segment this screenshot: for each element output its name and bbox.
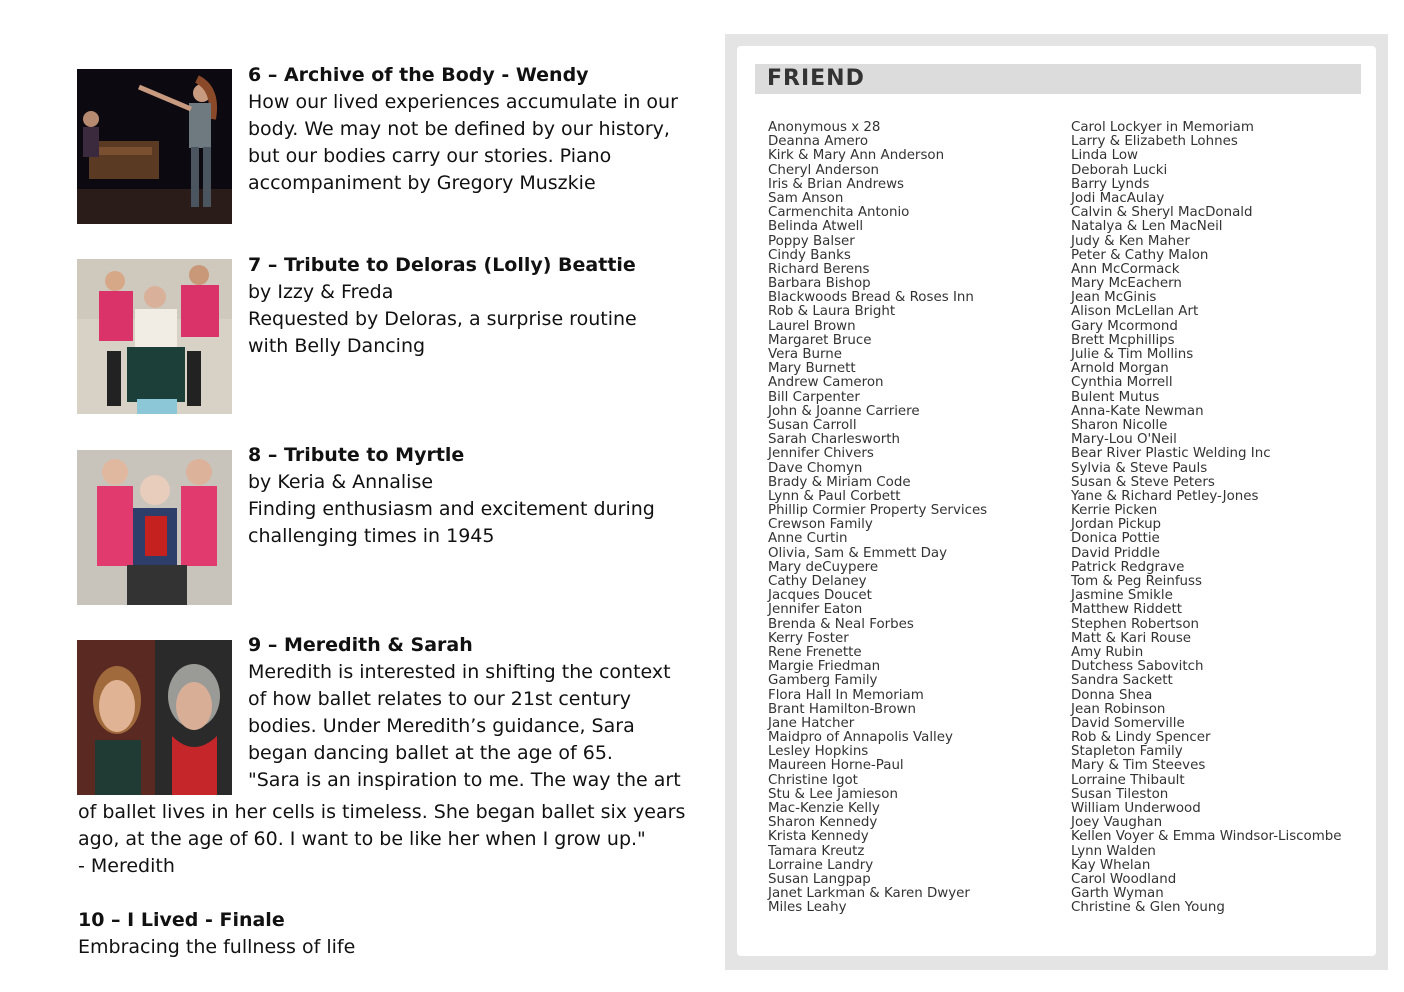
donor-name: Kirk & Mary Ann Anderson <box>768 148 945 164</box>
item-title: 8 – Tribute to Myrtle <box>248 444 465 466</box>
donor-name: Flora Hall In Memoriam <box>768 687 924 703</box>
item-line: Requested by Deloras, a surprise routine <box>248 308 637 330</box>
donor-name: Andrew Cameron <box>768 375 884 391</box>
donor-name: Kerry Foster <box>768 630 849 646</box>
donor-name: Kellen Voyer & Emma Windsor-Liscombe <box>1071 829 1342 845</box>
donor-name: Sharon Nicolle <box>1071 417 1168 433</box>
donor-name: David Somerville <box>1071 715 1185 731</box>
donor-name: Tom & Peg Reinfuss <box>1071 574 1202 589</box>
donor-name: Cathy Delaney <box>768 574 867 589</box>
donor-column-2 <box>1071 121 1342 916</box>
donor-name: Lesley Hopkins <box>768 744 869 760</box>
donor-name: Donna Shea <box>1071 687 1153 703</box>
donor-name: Jacques Doucet <box>768 588 872 604</box>
donor-name: Patrick Redgrave <box>1071 559 1185 575</box>
donor-name: Sandra Sackett <box>1071 673 1173 689</box>
donor-name: Anne Curtin <box>768 531 848 547</box>
dance-photo-deloras <box>77 259 232 414</box>
donor-name: Brenda & Neal Forbes <box>768 616 914 632</box>
donor-name: Jasmine Smikle <box>1071 588 1173 604</box>
donor-name: Miles Leahy <box>768 900 847 916</box>
program-item-9 <box>248 632 681 794</box>
donor-name: Krista Kennedy <box>768 829 869 845</box>
donor-name: Olivia, Sam & Emmett Day <box>768 545 948 561</box>
item-line: of how ballet relates to our 21st century <box>248 688 632 710</box>
donor-name: Crewson Family <box>768 517 873 533</box>
item-line: began dancing ballet at the age of 65. <box>248 742 613 764</box>
donor-name: Calvin & Sheryl MacDonald <box>1071 205 1253 221</box>
donor-name: Barbara Bishop <box>768 276 871 292</box>
donor-name: Sharon Kennedy <box>768 815 878 831</box>
donor-name: Cindy Banks <box>768 247 851 263</box>
dance-photo-meredith-sarah <box>77 640 232 795</box>
donor-name: Judy & Ken Maher <box>1071 233 1190 249</box>
donor-name: Bill Carpenter <box>768 389 860 405</box>
donor-name: Susan Langpap <box>768 871 871 887</box>
program-item-10 <box>78 907 355 961</box>
donor-name: Natalya & Len MacNeil <box>1071 219 1223 235</box>
donor-name: Vera Burne <box>768 347 842 362</box>
donor-name: Mary & Tim Steeves <box>1071 758 1206 774</box>
donor-name: Mary Burnett <box>768 361 856 377</box>
donor-name: Brady & Miriam Code <box>768 474 911 490</box>
donor-name: Phillip Cormier Property Services <box>768 503 988 519</box>
item-title: 9 – Meredith & Sarah <box>248 634 473 656</box>
item-title: 6 – Archive of the Body - Wendy <box>248 64 589 86</box>
friend-heading: FRIEND <box>767 66 865 91</box>
donor-name: Anna-Kate Newman <box>1071 403 1204 419</box>
donor-name: John & Joanne Carriere <box>768 403 920 419</box>
donor-name: Rob & Lindy Spencer <box>1071 730 1211 746</box>
item-line: Embracing the fullness of life <box>78 936 356 958</box>
donor-name: Jennifer Chivers <box>768 446 874 462</box>
donor-name: Margie Friedman <box>768 659 881 675</box>
donor-name: Gary Mcormond <box>1071 318 1178 334</box>
donor-name: Cynthia Morrell <box>1071 375 1173 391</box>
donor-name: Mary deCuypere <box>768 559 879 575</box>
donor-name: Christine Igot <box>768 772 858 788</box>
donor-name: Kerrie Picken <box>1071 503 1158 519</box>
donor-name: Cheryl Anderson <box>768 162 880 178</box>
donor-name: Larry & Elizabeth Lohnes <box>1071 134 1238 150</box>
donor-name: Deanna Amero <box>768 134 869 150</box>
donor-name: Gamberg Family <box>768 673 878 689</box>
item-title: 7 – Tribute to Deloras (Lolly) Beattie <box>248 254 636 276</box>
donor-name: Mac-Kenzie Kelly <box>768 801 880 816</box>
donor-name: Mary McEachern <box>1071 276 1182 292</box>
donor-name: Laurel Brown <box>768 318 856 334</box>
donor-name: Peter & Cathy Malon <box>1071 247 1209 263</box>
donor-name: Mary-Lou O'Neil <box>1071 432 1177 448</box>
donor-name: Jean McGinis <box>1071 290 1157 306</box>
item-line: ago, at the age of 60. I want to be like her when I grow up." <box>78 828 646 850</box>
donor-column-1 <box>768 121 987 916</box>
donor-name: Bear River Plastic Welding Inc <box>1071 446 1271 462</box>
program-item-9-continued <box>78 799 685 880</box>
item-title: 10 – I Lived - Finale <box>78 909 285 931</box>
donor-name: Blackwoods Bread & Roses Inn <box>768 290 974 306</box>
donor-name: Lynn & Paul Corbett <box>768 488 901 504</box>
donor-name: Carol Lockyer in Memoriam <box>1071 120 1254 135</box>
item-line: accompaniment by Gregory Muszkie <box>248 172 596 194</box>
donor-name: Stephen Robertson <box>1071 616 1200 632</box>
item-line: by Izzy & Freda <box>248 281 394 303</box>
donor-name: Dave Chomyn <box>768 460 863 476</box>
item-line: challenging times in 1945 <box>248 525 495 547</box>
donor-name: Jennifer Eaton <box>768 602 863 618</box>
donor-name: Linda Low <box>1071 148 1138 164</box>
donor-name: Anonymous x 28 <box>768 120 881 135</box>
donor-name: Jodi MacAulay <box>1071 190 1165 206</box>
item-line: Finding enthusiasm and excitement during <box>248 498 655 520</box>
item-line: body. We may not be defined by our history, <box>248 118 670 140</box>
donor-name: Carol Woodland <box>1071 871 1177 887</box>
donor-name: Garth Wyman <box>1071 886 1164 902</box>
item-line: How our lived experiences accumulate in our <box>248 91 678 113</box>
item-line: but our bodies carry our stories. Piano <box>248 145 612 167</box>
donor-name: Matthew Riddett <box>1071 602 1182 618</box>
donor-name: Sam Anson <box>768 190 844 206</box>
donor-name: William Underwood <box>1071 801 1201 816</box>
item-line: of ballet lives in her cells is timeless. She began ballet six years <box>78 801 686 823</box>
program-item-7 <box>248 252 637 360</box>
donor-name: Christine & Glen Young <box>1071 900 1225 916</box>
donor-name: Yane & Richard Petley-Jones <box>1071 488 1259 504</box>
donor-name: Matt & Kari Rouse <box>1071 630 1192 646</box>
donor-name: Brett Mcphillips <box>1071 332 1175 348</box>
donor-name: Jordan Pickup <box>1071 517 1162 533</box>
donor-name: Stu & Lee Jamieson <box>768 786 898 802</box>
donor-name: Tamara Kreutz <box>768 843 865 859</box>
program-item-8 <box>248 442 655 550</box>
donor-name: Iris & Brian Andrews <box>768 176 904 192</box>
donor-name: Sylvia & Steve Pauls <box>1071 460 1208 476</box>
donor-name: Donica Pottie <box>1071 531 1160 547</box>
donor-name: Maureen Horne-Paul <box>768 758 904 774</box>
donor-name: Belinda Atwell <box>768 219 864 235</box>
program-item-6 <box>248 62 678 197</box>
donor-name: David Priddle <box>1071 545 1160 561</box>
donor-name: Janet Larkman & Karen Dwyer <box>768 886 970 902</box>
donor-name: Jane Hatcher <box>768 715 855 731</box>
dance-photo-archive-body <box>77 69 232 224</box>
donor-name: Dutchess Sabovitch <box>1071 659 1204 675</box>
dance-photo-myrtle <box>77 450 232 605</box>
donor-name: Joey Vaughan <box>1071 815 1163 831</box>
donor-name: Arnold Morgan <box>1071 361 1169 377</box>
donor-name: Deborah Lucki <box>1071 162 1168 178</box>
donor-name: Lynn Walden <box>1071 843 1156 859</box>
item-line: - Meredith <box>78 855 175 877</box>
item-line: bodies. Under Meredith’s guidance, Sara <box>248 715 635 737</box>
donor-name: Stapleton Family <box>1071 744 1183 760</box>
donor-name: Poppy Balser <box>768 233 855 249</box>
donor-name: Julie & Tim Mollins <box>1071 347 1194 362</box>
item-line: "Sara is an inspiration to me. The way the art <box>248 769 681 791</box>
donor-name: Kay Whelan <box>1071 857 1151 873</box>
donor-name: Maidpro of Annapolis Valley <box>768 730 953 746</box>
donor-name: Carmenchita Antonio <box>768 205 910 221</box>
donor-name: Sarah Charlesworth <box>768 432 901 448</box>
item-line: Meredith is interested in shifting the context <box>248 661 671 683</box>
donor-name: Amy Rubin <box>1071 644 1144 660</box>
donor-name: Alison McLellan Art <box>1071 304 1199 320</box>
donor-name: Susan Carroll <box>768 417 857 433</box>
donor-name: Richard Berens <box>768 261 870 277</box>
donor-name: Margaret Bruce <box>768 332 872 348</box>
donor-name: Bulent Mutus <box>1071 389 1160 405</box>
donor-name: Barry Lynds <box>1071 176 1150 192</box>
donor-name: Ann McCormack <box>1071 261 1180 277</box>
donor-name: Rene Frenette <box>768 644 862 660</box>
donor-name: Jean Robinson <box>1071 701 1166 717</box>
donor-name: Lorraine Landry <box>768 857 874 873</box>
item-line: by Keria & Annalise <box>248 471 434 493</box>
donor-name: Susan Tileston <box>1071 786 1169 802</box>
item-line: with Belly Dancing <box>248 335 426 357</box>
donor-name: Rob & Laura Bright <box>768 304 896 320</box>
donor-name: Lorraine Thibault <box>1071 772 1185 788</box>
donor-name: Susan & Steve Peters <box>1071 474 1215 490</box>
donor-name: Brant Hamilton-Brown <box>768 701 916 717</box>
